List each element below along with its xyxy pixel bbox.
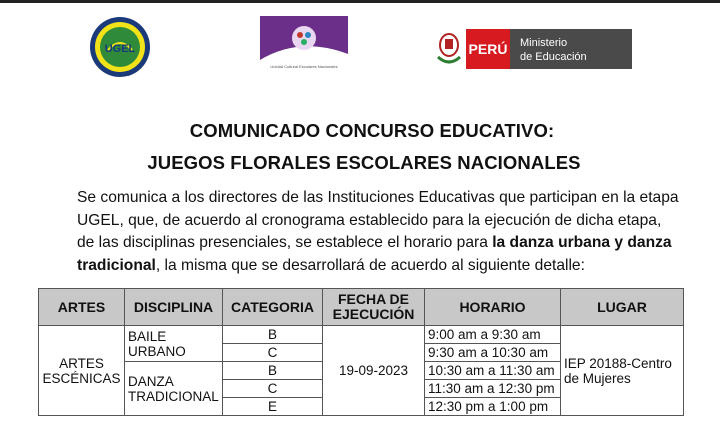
paragraph-line-2: UGEL, que, de acuerdo al cronograma establecido para la ejecución de dicha etapa,: [77, 211, 662, 229]
table-row: [39, 326, 684, 344]
juegos-florales-logo: [260, 16, 348, 74]
peru-text: PERÚ: [468, 41, 508, 57]
header-categoria: CATEGORIA: [223, 289, 323, 326]
cell-horario: 9:00 am a 9:30 am: [425, 326, 561, 344]
paragraph-line-1: Se comunica a los directores de las Instituciones Educativas que participan en la etapa: [77, 189, 679, 206]
announcement-paragraph: [77, 187, 679, 277]
header-fecha: FECHA DE EJECUCIÓN: [323, 289, 425, 326]
cell-categoria: C: [223, 380, 323, 398]
cell-categoria: B: [223, 326, 323, 344]
cell-categoria: E: [223, 398, 323, 416]
cell-lugar: IEP 20188-Centro de Mujeres: [561, 326, 684, 416]
paragraph-line-3: [77, 232, 672, 255]
title-line-1: COMUNICADO CONCURSO EDUCATIVO:: [189, 120, 555, 141]
paragraph-line-4-bold: tradicional: [77, 256, 156, 274]
header-lugar: LUGAR: [561, 289, 684, 326]
header-disciplina: DISCIPLINA: [125, 289, 223, 326]
paragraph-line-3-bold: la danza urbana y danza: [492, 234, 672, 251]
cell-fecha: 19-09-2023: [323, 326, 425, 416]
ugel-logo: [88, 16, 152, 78]
title-line-2: JUEGOS FLORALES ESCOLARES NACIONALES: [147, 152, 581, 173]
cell-disciplina-danza-tradicional: DANZA TRADICIONAL: [125, 362, 223, 416]
schedule-table: [38, 288, 684, 416]
header-artes: ARTES: [39, 289, 125, 326]
cell-categoria: B: [223, 362, 323, 380]
top-border-line: [0, 0, 720, 3]
cell-horario: 11:30 am a 12:30 pm: [425, 380, 561, 398]
paragraph-line-4: [77, 255, 657, 278]
cell-horario: 10:30 am a 11:30 am: [425, 362, 561, 380]
cell-artes: ARTES ESCÉNICAS: [39, 326, 125, 416]
cell-disciplina-baile-urbano: BAILE URBANO: [125, 326, 223, 362]
table-header-row: [39, 289, 684, 326]
ministerio-line1: Ministerio: [520, 37, 568, 49]
ministerio-educacion-logo: [436, 27, 632, 71]
cell-categoria: C: [223, 344, 323, 362]
peru-coat-of-arms-icon: [438, 34, 460, 62]
cell-horario: 12:30 pm a 1:00 pm: [425, 398, 561, 416]
ugel-logo-text: UGEL: [104, 43, 136, 55]
ministerio-line2: de Educación: [520, 51, 587, 63]
paragraph-line-4-text: , la misma que se desarrollará de acuerdo al siguiente detalle:: [155, 256, 585, 274]
paragraph-line-3-text: de las disciplinas presenciales, se establece el horario para: [77, 234, 493, 251]
cell-horario: 9:30 am a 10:30 am: [425, 344, 561, 362]
center-logo-caption: Unidad Cultural Escolares Nacionales: [270, 64, 338, 69]
header-horario: HORARIO: [425, 289, 561, 326]
